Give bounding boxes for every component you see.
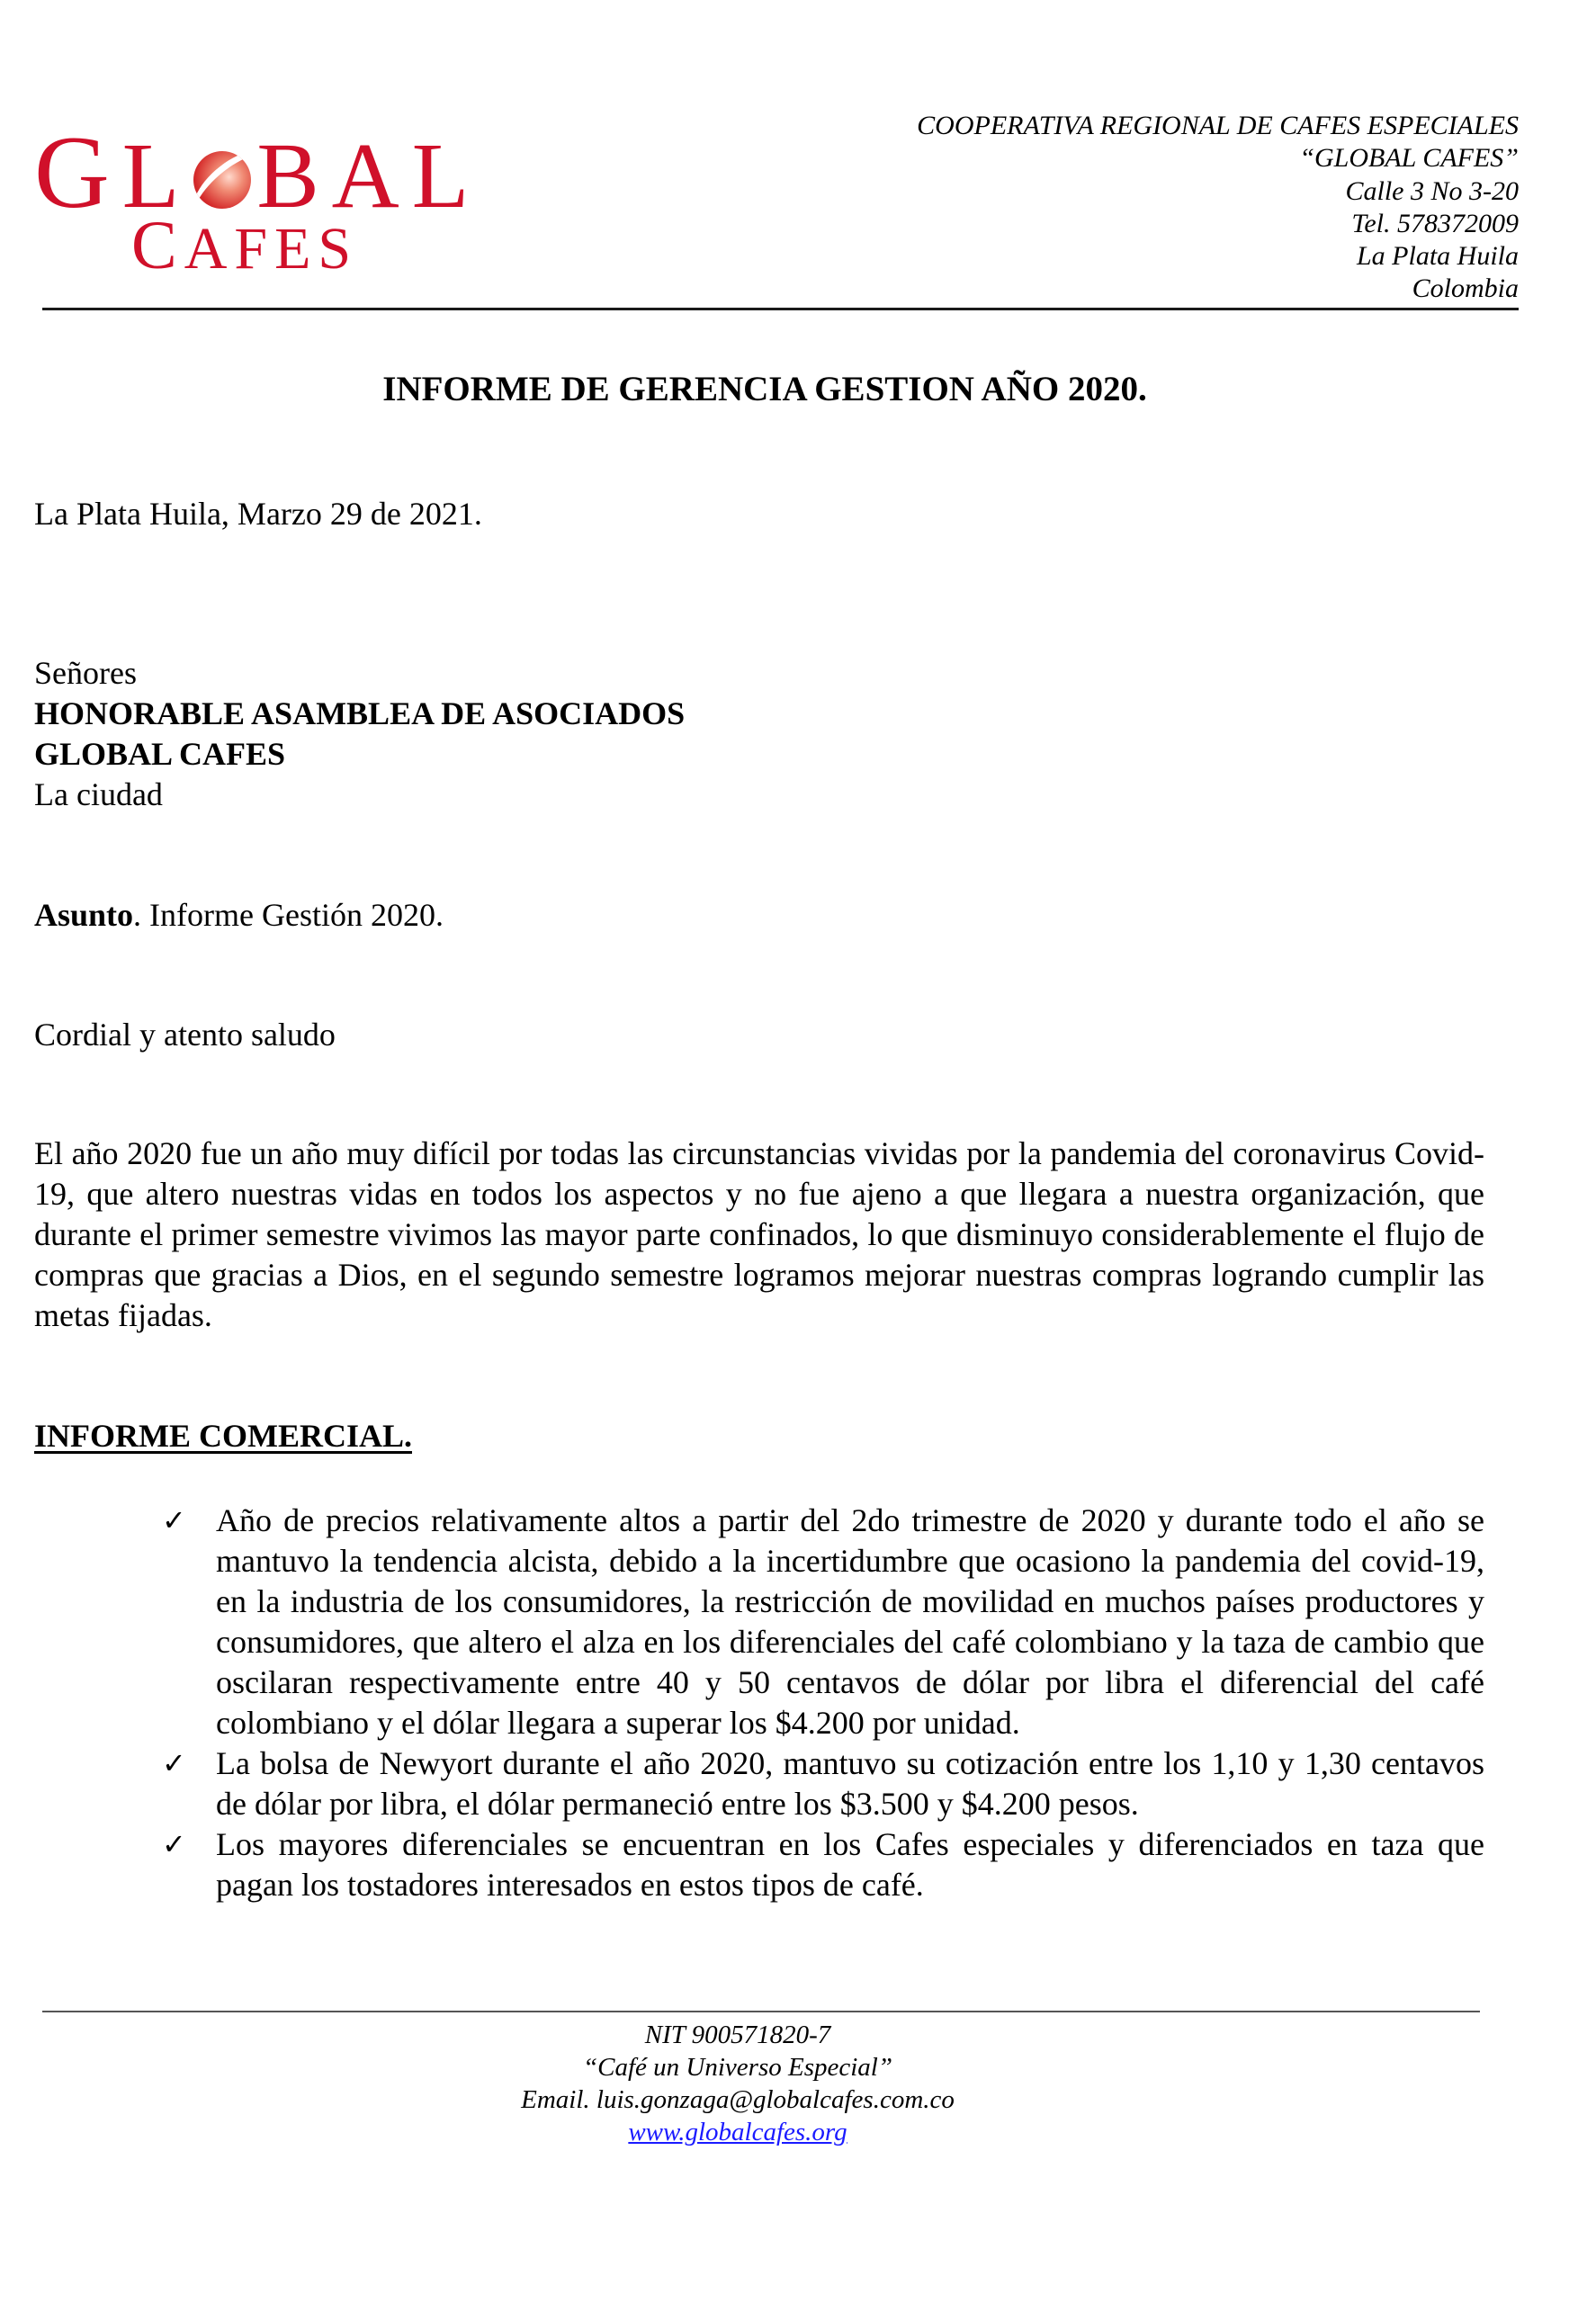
letterhead-address <box>917 110 1519 306</box>
greeting: Cordial y atento saludo <box>34 1017 336 1053</box>
list-item <box>162 1501 1484 1743</box>
logo-letters: BAL <box>256 124 482 228</box>
list-item-text: La bolsa de Newyort durante el año 2020, mantuvo su cotización entre los 1,10 y 1,30 centavos de dólar por libra, el dólar permaneció entre los $3.500 y $4.200 pesos. <box>216 1745 1484 1822</box>
date-line: La Plata Huila, Marzo 29 de 2021. <box>34 496 482 532</box>
subject-label: Asunto <box>34 897 134 933</box>
footer-slogan: “Café un Universo Especial” <box>583 2053 892 2082</box>
org-city: La Plata Huila <box>1356 241 1519 272</box>
org-country: Colombia <box>1412 273 1519 304</box>
list-item-text: Año de precios relativamente altos a partir del 2do trimestre de 2020 y durante todo el año se mantuvo la tendencia alcista, debido a la incertidumbre que ocasiono la pandemia del covid-19, en la industria de los consumidores, la restricción de movilidad en muchos países productores y consumidores, que altero el alza en los diferenciales del café colombiano y la taza de cambio que oscilaran respectivamente entre 40 y 50 centavos de dólar por libra el diferencial del café colombiano y el dólar llegara a superar los $4.200 por unidad. <box>216 1502 1484 1741</box>
intro-paragraph: El año 2020 fue un año muy difícil por todas las circunstancias vividas por la pandemia del coronavirus Covid-19, que altero nuestras vidas en todos los aspectos y no fue ajeno a que llegara a nuestra organización, que durante el primer semestre vivimos las mayor parte confinados, lo que disminuyo considerablemente el flujo de compras que gracias a Dios, en el segundo semestre logramos mejorar nuestras compras logrando cumplir las metas fijadas. <box>34 1135 1484 1333</box>
logo-letters: AFES <box>184 216 359 282</box>
footer-website-link[interactable]: www.globalcafes.org <box>628 2118 847 2146</box>
org-short-name: “GLOBAL CAFES” <box>1299 143 1519 174</box>
footer-nit: NIT 900571820-7 <box>644 2021 831 2049</box>
recipient-line-2: GLOBAL CAFES <box>34 736 286 772</box>
recipient-city: La ciudad <box>34 776 163 812</box>
checkmark-icon: ✓ <box>162 1504 186 1537</box>
list-item-text: Los mayores diferenciales se encuentran en los Cafes especiales y diferenciados en taza que pagan los tostadores interesados en estos tipos de café. <box>216 1826 1484 1903</box>
company-logo <box>34 115 482 283</box>
list-item <box>162 1743 1484 1824</box>
letterhead-footer <box>0 2019 1475 2148</box>
list-item <box>162 1824 1484 1905</box>
logo-letter: G <box>34 115 122 230</box>
logo-letter: C <box>131 208 184 283</box>
section-heading-informe-comercial: INFORME COMERCIAL. <box>34 1418 412 1454</box>
org-phone: Tel. 578372009 <box>1351 208 1519 238</box>
footer-divider <box>42 2011 1480 2012</box>
header-divider <box>42 308 1519 310</box>
logo-wordmark-cafes <box>131 208 359 283</box>
subject-text: . Informe Gestión 2020. <box>133 897 444 933</box>
org-name: COOPERATIVA REGIONAL DE CAFES ESPECIALES <box>917 111 1519 140</box>
globe-orb-icon <box>193 151 251 209</box>
checkmark-icon: ✓ <box>162 1747 186 1779</box>
checkmark-icon: ✓ <box>162 1828 186 1860</box>
commercial-report-list <box>162 1501 1484 1905</box>
org-street: Calle 3 No 3-20 <box>1345 175 1519 206</box>
salutation: Señores <box>34 655 137 691</box>
logo-letter: L <box>121 124 193 228</box>
logo-wordmark-global <box>34 115 482 230</box>
footer-email: Email. luis.gonzaga@globalcafes.com.co <box>521 2085 955 2114</box>
subject-line <box>34 895 444 936</box>
document-title: INFORME DE GERENCIA GESTION AÑO 2020. <box>382 370 1147 408</box>
recipient-line-1: HONORABLE ASAMBLEA DE ASOCIADOS <box>34 695 686 731</box>
